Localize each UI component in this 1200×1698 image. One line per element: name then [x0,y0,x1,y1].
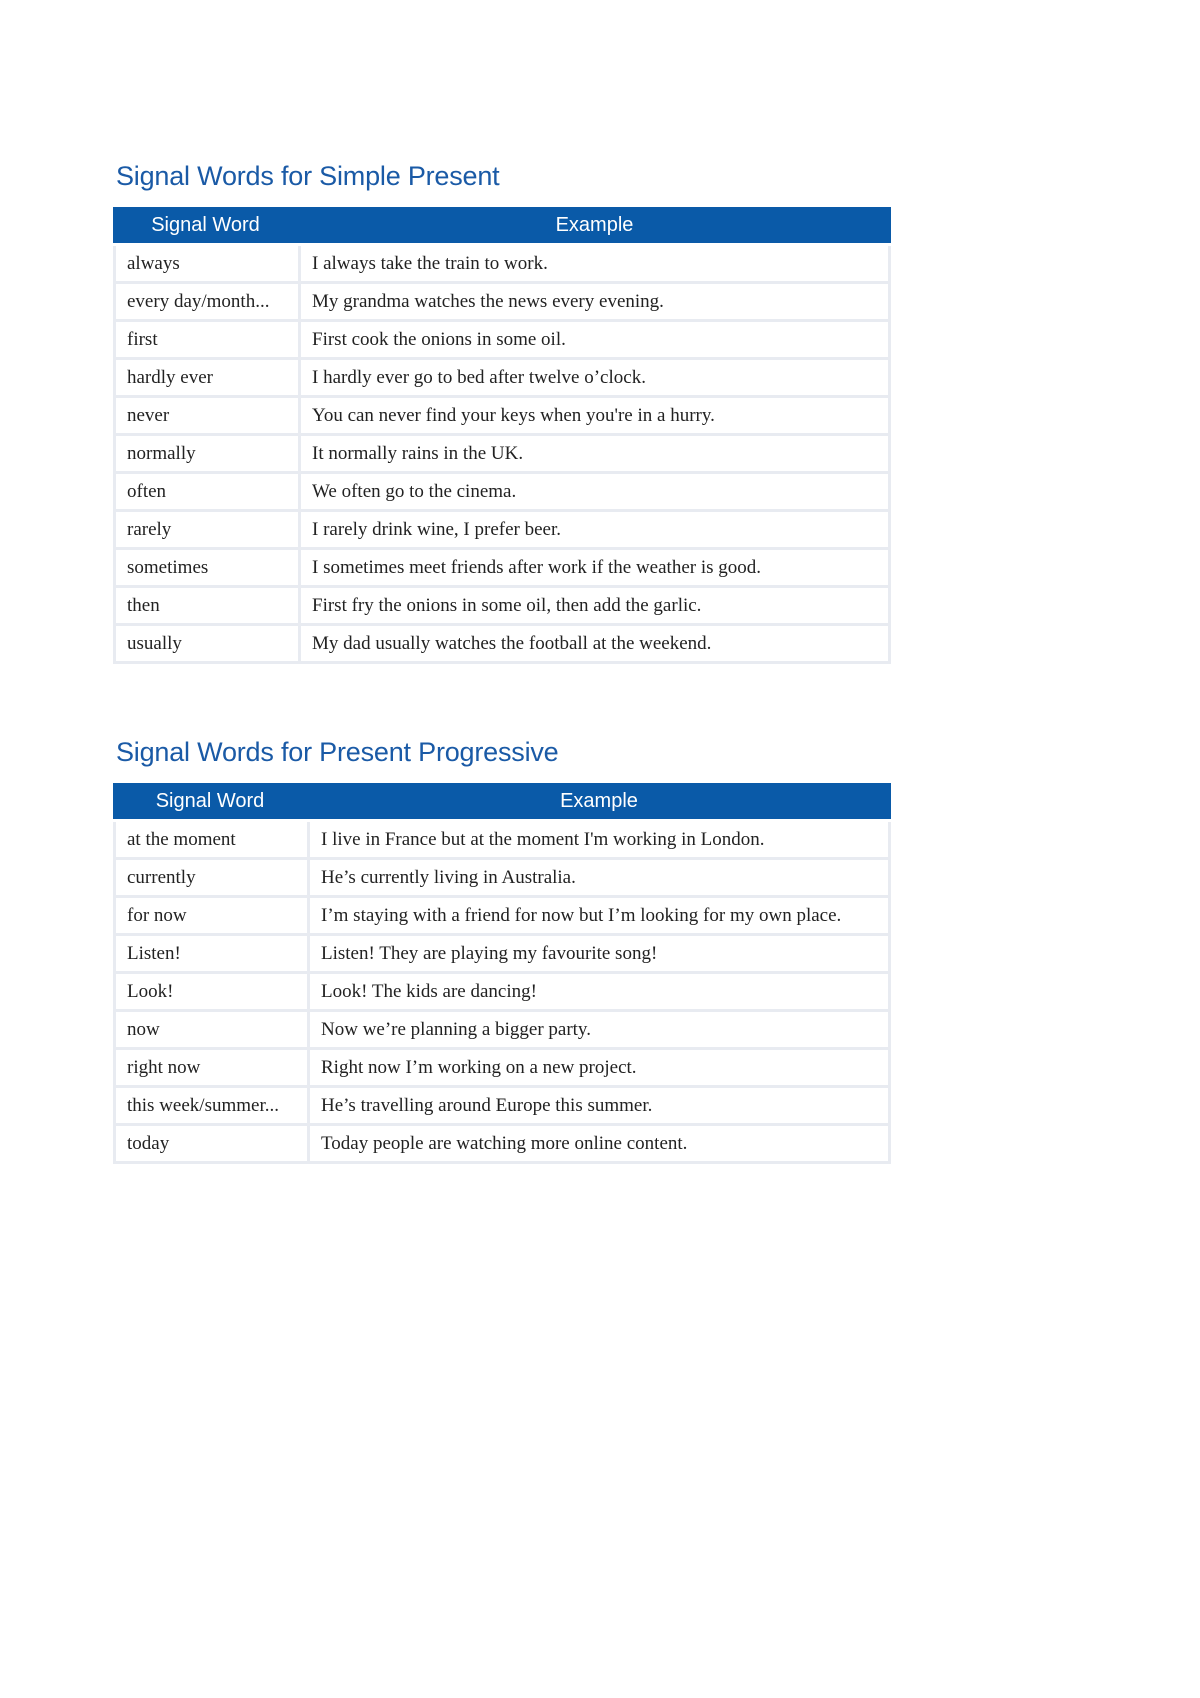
example-cell: I sometimes meet friends after work if the weather is good. [298,550,891,588]
example-cell: I’m staying with a friend for now but I’m looking for my own place. [307,898,891,936]
table-row [113,1050,891,1088]
signal-word-cell: now [113,1012,307,1050]
signal-word-cell: then [113,588,298,626]
header-example: Example [298,207,891,246]
example-cell: I always take the train to work. [298,246,891,284]
table-header-row [113,783,891,822]
signal-word-cell: at the moment [113,822,307,860]
table-row [113,436,891,474]
header-example: Example [307,783,891,822]
example-cell: We often go to the cinema. [298,474,891,512]
signal-word-cell: sometimes [113,550,298,588]
table-row [113,860,891,898]
signal-word-cell: usually [113,626,298,664]
signal-word-cell: today [113,1126,307,1164]
table-row [113,1126,891,1164]
example-cell: My dad usually watches the football at the weekend. [298,626,891,664]
signal-word-cell: Look! [113,974,307,1012]
simple-present-section [113,160,891,664]
present-progressive-section [113,736,891,1164]
table-row [113,1088,891,1126]
section-title: Signal Words for Present Progressive [116,737,559,767]
signal-word-cell: normally [113,436,298,474]
header-signal-word: Signal Word [113,207,298,246]
signal-word-cell: hardly ever [113,360,298,398]
signal-word-cell: right now [113,1050,307,1088]
table-row [113,360,891,398]
table-row [113,512,891,550]
table-row [113,246,891,284]
example-cell: He’s travelling around Europe this summer. [307,1088,891,1126]
signal-word-cell: currently [113,860,307,898]
table-row [113,898,891,936]
signal-word-cell: always [113,246,298,284]
signal-word-cell: Listen! [113,936,307,974]
example-cell: It normally rains in the UK. [298,436,891,474]
example-cell: Today people are watching more online content. [307,1126,891,1164]
example-cell: Now we’re planning a bigger party. [307,1012,891,1050]
table-row [113,398,891,436]
table-row [113,322,891,360]
table-row [113,474,891,512]
table-header-row [113,207,891,246]
example-cell: Listen! They are playing my favourite song! [307,936,891,974]
table-row [113,974,891,1012]
example-cell: I live in France but at the moment I'm working in London. [307,822,891,860]
signal-word-cell: rarely [113,512,298,550]
example-cell: Right now I’m working on a new project. [307,1050,891,1088]
table-row [113,284,891,322]
table-row [113,1012,891,1050]
signal-word-cell: every day/month... [113,284,298,322]
example-cell: You can never find your keys when you're in a hurry. [298,398,891,436]
header-signal-word: Signal Word [113,783,307,822]
example-cell: First fry the onions in some oil, then add the garlic. [298,588,891,626]
signal-words-table [113,207,891,664]
table-row [113,936,891,974]
section-title: Signal Words for Simple Present [116,161,500,191]
signal-word-cell: never [113,398,298,436]
signal-words-table [113,783,891,1164]
example-cell: Look! The kids are dancing! [307,974,891,1012]
example-cell: My grandma watches the news every evening. [298,284,891,322]
example-cell: I rarely drink wine, I prefer beer. [298,512,891,550]
table-row [113,822,891,860]
signal-word-cell: often [113,474,298,512]
table-row [113,626,891,664]
signal-word-cell: for now [113,898,307,936]
example-cell: I hardly ever go to bed after twelve o’clock. [298,360,891,398]
table-row [113,588,891,626]
table-row [113,550,891,588]
signal-word-cell: this week/summer... [113,1088,307,1126]
signal-word-cell: first [113,322,298,360]
example-cell: He’s currently living in Australia. [307,860,891,898]
example-cell: First cook the onions in some oil. [298,322,891,360]
